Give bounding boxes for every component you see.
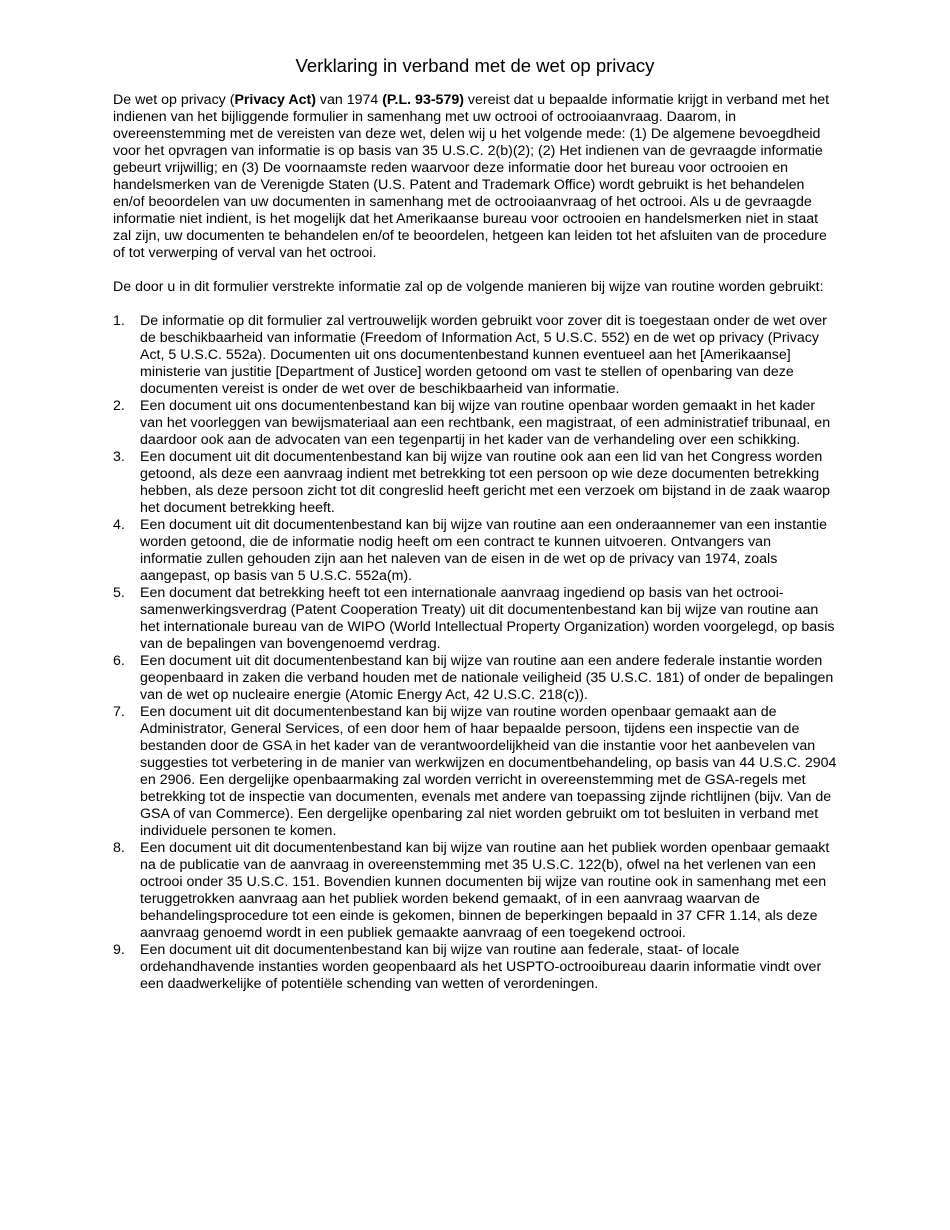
routine-use-list	[113, 313, 837, 993]
list-item-number: 9.	[113, 942, 125, 958]
intro-text-part-2: van 1974	[315, 92, 383, 108]
list-item-text: Een document uit dit documentenbestand kan bij wijze van routine aan een onderaannemer van een instantie worden getoond, die de informatie nodig heeft om een contract te kunnen uitvoeren. Ontvangers van informatie zullen gehouden zijn aan het naleven van de eisen in de wet op de privacy van 1974, zoals aangepast, op basis van 5 U.S.C. 552a(m).	[140, 517, 827, 584]
list-item-text: Een document uit dit documentenbestand kan bij wijze van routine aan een andere federale instantie worden geopenbaard in zaken die verband houden met de nationale veiligheid (35 U.S.C. 181) of onder de bepalingen van de wet op nucleaire energie (Atomic Energy Act, 42 U.S.C. 218(c)).	[140, 653, 834, 703]
document-title: Verklaring in verband met de wet op privacy	[295, 55, 655, 76]
list-item-text: Een document dat betrekking heeft tot een internationale aanvraag ingediend op basis van het octrooi-samenwerkingsverdrag (Patent Cooperation Treaty) uit dit documentenbestand kan bij wijze van routine aan het internationale bureau van de WIPO (World Intellectual Property Organization) worden voorgelegd, op basis van de bepalingen van bovengenoemd verdrag.	[140, 585, 835, 652]
list-item-number: 1.	[113, 313, 125, 329]
intro-bold-public-law: (P.L. 93-579)	[382, 92, 464, 108]
list-item-number: 7.	[113, 704, 125, 720]
list-item	[113, 585, 837, 653]
list-item-text: Een document uit dit documentenbestand kan bij wijze van routine worden openbaar gemaakt aan de Administrator, General Services, of een door hem of haar bepaalde persoon, tijdens een inspectie van de bestanden door de GSA in het kader van de verantwoordelijkheid van die instantie voor het aanbevelen van suggesties tot verbetering in de manier van werkwijzen en documentbehandeling, op basis van 44 U.S.C. 2904 en 2906. Een dergelijke openbaarmaking zal worden verricht in overeenstemming met de GSA-regels met betrekking tot de inspectie van documenten, evenals met andere van toepassing zijnde richtlijnen (bijv. Van de GSA of van Commerce). Een dergelijke openbaring zal niet worden gebruikt om tot besluiten in verband met individuele personen te komen.	[140, 704, 837, 839]
list-item-text: Een document uit ons documentenbestand kan bij wijze van routine openbaar worden gemaakt in het kader van het voorleggen van bewijsmateriaal aan een rechtbank, een magistraat, of een administratief tribunaal, en daardoor ook aan de advocaten van een tegenpartij in het kader van de verhandeling over een schikking.	[140, 398, 831, 448]
list-item	[113, 398, 837, 449]
list-item-number: 2.	[113, 398, 125, 414]
list-item	[113, 517, 837, 585]
intro-paragraph	[113, 92, 837, 262]
intro-text-part-1: De wet op privacy (	[113, 92, 235, 108]
list-item	[113, 942, 837, 993]
list-item-number: 3.	[113, 449, 125, 465]
list-item-number: 4.	[113, 517, 125, 533]
routine-use-intro: De door u in dit formulier verstrekte informatie zal op de volgende manieren bij wijze van routine worden gebruikt:	[113, 279, 824, 295]
list-item	[113, 313, 837, 398]
list-item-text: Een document uit dit documentenbestand kan bij wijze van routine aan federale, staat- of locale ordehandhavende instanties worden geopenbaard als het USPTO-octrooibureau daarin informatie vindt over een daadwerkelijke of potentiële schending van wetten of verordeningen.	[140, 942, 822, 992]
intro-bold-privacy-act: Privacy Act)	[234, 92, 316, 108]
list-item-text: Een document uit dit documentenbestand kan bij wijze van routine ook aan een lid van het Congress worden getoond, als deze een aanvraag indient met betrekking tot een persoon op wie deze documenten betrekking hebben, als deze persoon zicht tot dit congreslid heeft gericht met een verzoek om bijstand in de zaak waarop het document betrekking heeft.	[140, 449, 831, 516]
list-item	[113, 840, 837, 942]
list-item	[113, 653, 837, 704]
list-item-number: 5.	[113, 585, 125, 601]
list-item-number: 8.	[113, 840, 125, 856]
intro-text-part-3: vereist dat u bepaalde informatie krijgt in verband met het indienen van het bijliggende formulier in samenhang met uw octrooi of octrooiaanvraag. Daarom, in overeenstemming met de vereisten van deze wet, delen wij u het volgende mede: (1) De algemene bevoegdheid voor het opvragen van informatie is op basis van 35 U.S.C. 2(b)(2); (2) Het indienen van de gevraagde informatie gebeurt vrijwillig; en (3) De voornaamste reden waarvoor deze informatie door het bureau voor octrooien en handelsmerken van de Verenigde Staten (U.S. Patent and Trademark Office) wordt gebruikt is het behandelen en/of beoordelen van uw documenten in samenhang met de octrooiaanvraag of het octrooi. Als u de gevraagde informatie niet indient, is het mogelijk dat het Amerikaanse bureau voor octrooien en handelsmerken niet in staat zal zijn, uw documenten te behandelen en/of te beoordelen, hetgeen kan leiden tot het afsluiten van de procedure of tot verwerping of verval van het octrooi.	[113, 92, 830, 261]
list-item-text: Een document uit dit documentenbestand kan bij wijze van routine aan het publiek worden openbaar gemaakt na de publicatie van de aanvraag in overeenstemming met 35 U.S.C. 122(b), ofwel na het verlenen van een octrooi onder 35 U.S.C. 151. Bovendien kunnen documenten bij wijze van routine ook in samenhang met een teruggetrokken aanvraag aan het publiek worden bekend gemaakt, of in een aanvraag waarvan de behandelingsprocedure tot een einde is gekomen, binnen de beperkingen bepaald in 37 CFR 1.14, als deze aanvraag genoemd wordt in een publiek gemaakte aanvraag of een toegekend octrooi.	[140, 840, 830, 941]
list-item	[113, 449, 837, 517]
list-item	[113, 704, 837, 840]
list-item-text: De informatie op dit formulier zal vertrouwelijk worden gebruikt voor zover dit is toegestaan onder de wet over de beschikbaarheid van informatie (Freedom of Information Act, 5 U.S.C. 552) en de wet op privacy (Privacy Act, 5 U.S.C. 552a). Documenten uit ons documentenbestand kunnen eventueel aan het [Amerikaanse] ministerie van justitie [Department of Justice] worden getoond om vast te stellen of openbaring van deze documenten vereist is onder de wet over de beschikbaarheid van informatie.	[140, 313, 827, 397]
privacy-statement-page	[113, 54, 837, 993]
list-item-number: 6.	[113, 653, 125, 669]
